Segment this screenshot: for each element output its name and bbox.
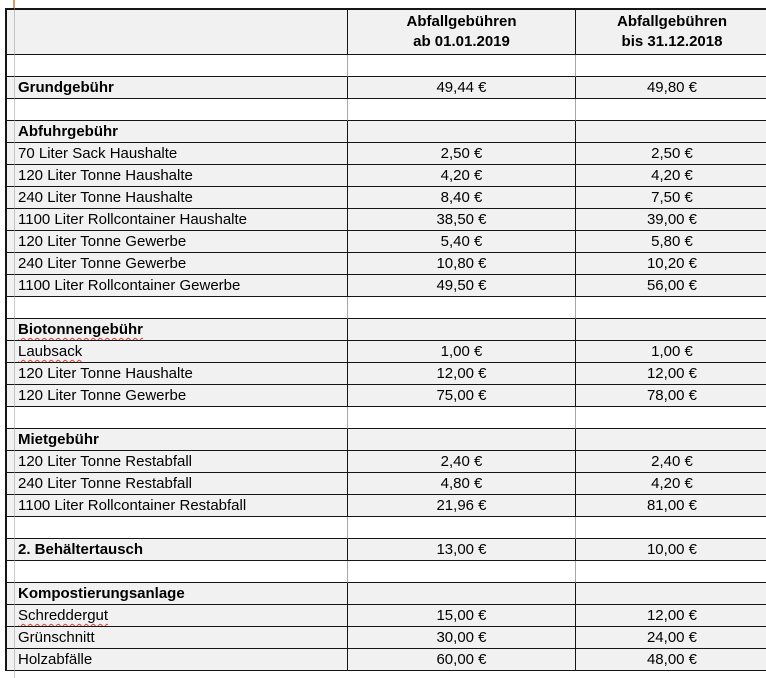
- item-row: [7, 627, 766, 649]
- fee-label-cell[interactable]: Abfuhrgebühr: [7, 121, 347, 143]
- empty-cell[interactable]: [7, 561, 347, 583]
- empty-cell[interactable]: [7, 297, 347, 319]
- header-2019-line2: ab 01.01.2019: [413, 33, 510, 50]
- fee-label-cell[interactable]: Grünschnitt: [7, 627, 347, 649]
- fee-2018-cell[interactable]: 81,00 €: [575, 495, 766, 517]
- fee-2018-cell[interactable]: 56,00 €: [575, 275, 766, 297]
- fee-2019-cell[interactable]: 2,40 €: [347, 451, 575, 473]
- fee-2018-cell[interactable]: 10,20 €: [575, 253, 766, 275]
- fee-label-cell[interactable]: 240 Liter Tonne Restabfall: [7, 473, 347, 495]
- empty-cell[interactable]: [7, 55, 347, 77]
- fee-2018-cell[interactable]: [575, 583, 766, 605]
- fee-2018-cell[interactable]: 49,80 €: [575, 77, 766, 99]
- fee-label-cell[interactable]: 1100 Liter Rollcontainer Gewerbe: [7, 275, 347, 297]
- empty-cell[interactable]: [347, 99, 575, 121]
- item-row: [7, 143, 766, 165]
- fee-2018-cell[interactable]: 7,50 €: [575, 187, 766, 209]
- corner-cell[interactable]: [7, 10, 347, 55]
- fee-label-cell[interactable]: Kompostierungsanlage: [7, 583, 347, 605]
- fee-label-cell[interactable]: Laubsack: [7, 341, 347, 363]
- fee-2018-cell[interactable]: 12,00 €: [575, 363, 766, 385]
- fee-label-cell[interactable]: 120 Liter Tonne Restabfall: [7, 451, 347, 473]
- fee-label-cell[interactable]: 240 Liter Tonne Haushalte: [7, 187, 347, 209]
- item-row: [7, 165, 766, 187]
- empty-cell[interactable]: [575, 99, 766, 121]
- empty-cell[interactable]: [575, 517, 766, 539]
- spacer-row: [7, 561, 766, 583]
- empty-cell[interactable]: [575, 561, 766, 583]
- fee-label-cell[interactable]: Holzabfälle: [7, 649, 347, 671]
- fee-2019-cell[interactable]: 49,44 €: [347, 77, 575, 99]
- fee-2019-cell[interactable]: 60,00 €: [347, 649, 575, 671]
- fee-2019-cell[interactable]: [347, 429, 575, 451]
- item-row: [7, 495, 766, 517]
- empty-cell[interactable]: [7, 517, 347, 539]
- item-row: [7, 605, 766, 627]
- empty-cell[interactable]: [7, 99, 347, 121]
- spacer-row: [7, 297, 766, 319]
- fee-2018-cell[interactable]: 1,00 €: [575, 341, 766, 363]
- item-row: [7, 209, 766, 231]
- spacer-row: [7, 55, 766, 77]
- fee-2018-cell[interactable]: 4,20 €: [575, 165, 766, 187]
- item-row: [7, 473, 766, 495]
- fee-2018-cell[interactable]: 48,00 €: [575, 649, 766, 671]
- fee-2019-cell[interactable]: 4,20 €: [347, 165, 575, 187]
- fee-2018-cell[interactable]: 2,40 €: [575, 451, 766, 473]
- fee-2018-cell[interactable]: 2,50 €: [575, 143, 766, 165]
- item-row: [7, 649, 766, 671]
- item-row: [7, 451, 766, 473]
- fee-2018-cell[interactable]: 4,20 €: [575, 473, 766, 495]
- item-row: [7, 231, 766, 253]
- fee-2018-cell[interactable]: 24,00 €: [575, 627, 766, 649]
- header-2019-cell[interactable]: [347, 10, 575, 55]
- fee-label-cell[interactable]: 2. Behältertausch: [7, 539, 347, 561]
- section-row: [7, 583, 766, 605]
- fee-2019-cell[interactable]: 10,80 €: [347, 253, 575, 275]
- spacer-row: [7, 99, 766, 121]
- empty-cell[interactable]: [575, 407, 766, 429]
- item-row: [7, 187, 766, 209]
- item-row: [7, 341, 766, 363]
- fee-label-cell[interactable]: Schreddergut: [7, 605, 347, 627]
- fee-2019-cell[interactable]: 21,96 €: [347, 495, 575, 517]
- fee-2018-cell[interactable]: [575, 121, 766, 143]
- fee-2019-cell[interactable]: 15,00 €: [347, 605, 575, 627]
- fee-2018-cell[interactable]: 10,00 €: [575, 539, 766, 561]
- fee-2019-cell[interactable]: 2,50 €: [347, 143, 575, 165]
- fee-2019-cell[interactable]: 8,40 €: [347, 187, 575, 209]
- fee-label-cell[interactable]: 120 Liter Tonne Haushalte: [7, 363, 347, 385]
- fee-label-cell[interactable]: 1100 Liter Rollcontainer Haushalte: [7, 209, 347, 231]
- fee-label-cell[interactable]: Grundgebühr: [7, 77, 347, 99]
- fee-2019-cell[interactable]: 49,50 €: [347, 275, 575, 297]
- fee-label-cell[interactable]: 120 Liter Tonne Gewerbe: [7, 231, 347, 253]
- header-2019-line1: Abfallgebühren: [406, 13, 517, 30]
- spacer-row: [7, 517, 766, 539]
- fee-2019-cell[interactable]: [347, 319, 575, 341]
- section-row: [7, 77, 766, 99]
- fee-2019-cell[interactable]: 1,00 €: [347, 341, 575, 363]
- fee-2019-cell[interactable]: 38,50 €: [347, 209, 575, 231]
- fee-label-cell[interactable]: Biotonnengebühr: [7, 319, 347, 341]
- header-row: [7, 10, 766, 55]
- empty-cell[interactable]: [347, 561, 575, 583]
- fees-table-body: [7, 55, 766, 671]
- fee-label-cell[interactable]: 1100 Liter Rollcontainer Restabfall: [7, 495, 347, 517]
- fee-2019-cell[interactable]: 30,00 €: [347, 627, 575, 649]
- fee-2019-cell[interactable]: 13,00 €: [347, 539, 575, 561]
- empty-cell[interactable]: [347, 297, 575, 319]
- item-row: [7, 363, 766, 385]
- fee-2018-cell[interactable]: [575, 319, 766, 341]
- section-row: [7, 121, 766, 143]
- fee-label-cell[interactable]: 120 Liter Tonne Haushalte: [7, 165, 347, 187]
- empty-cell[interactable]: [347, 517, 575, 539]
- section-row: [7, 319, 766, 341]
- fee-2019-cell[interactable]: 5,40 €: [347, 231, 575, 253]
- fee-label-cell[interactable]: 240 Liter Tonne Gewerbe: [7, 253, 347, 275]
- item-row: [7, 275, 766, 297]
- fee-2019-cell[interactable]: [347, 121, 575, 143]
- fee-label-cell[interactable]: 120 Liter Tonne Gewerbe: [7, 385, 347, 407]
- header-2018-cell[interactable]: [575, 10, 766, 55]
- fee-2019-cell[interactable]: 75,00 €: [347, 385, 575, 407]
- empty-cell[interactable]: [347, 55, 575, 77]
- header-2018-line2: bis 31.12.2018: [621, 33, 723, 50]
- fees-table: [5, 8, 766, 671]
- empty-cell[interactable]: [575, 55, 766, 77]
- section-row: [7, 539, 766, 561]
- empty-cell[interactable]: [347, 407, 575, 429]
- item-row: [7, 253, 766, 275]
- fee-2019-cell[interactable]: 4,80 €: [347, 473, 575, 495]
- fee-2018-cell[interactable]: 5,80 €: [575, 231, 766, 253]
- fee-2018-cell[interactable]: 78,00 €: [575, 385, 766, 407]
- fee-label-cell[interactable]: 70 Liter Sack Haushalte: [7, 143, 347, 165]
- fee-2018-cell[interactable]: 39,00 €: [575, 209, 766, 231]
- fee-2018-cell[interactable]: [575, 429, 766, 451]
- fee-2018-cell[interactable]: 12,00 €: [575, 605, 766, 627]
- item-row: [7, 385, 766, 407]
- header-2018-line1: Abfallgebühren: [616, 13, 727, 30]
- fee-2019-cell[interactable]: [347, 583, 575, 605]
- fee-label-cell[interactable]: Mietgebühr: [7, 429, 347, 451]
- page-margin-tick: [13, 0, 15, 8]
- fee-2019-cell[interactable]: 12,00 €: [347, 363, 575, 385]
- empty-cell[interactable]: [7, 407, 347, 429]
- spacer-row: [7, 407, 766, 429]
- empty-cell[interactable]: [575, 297, 766, 319]
- section-row: [7, 429, 766, 451]
